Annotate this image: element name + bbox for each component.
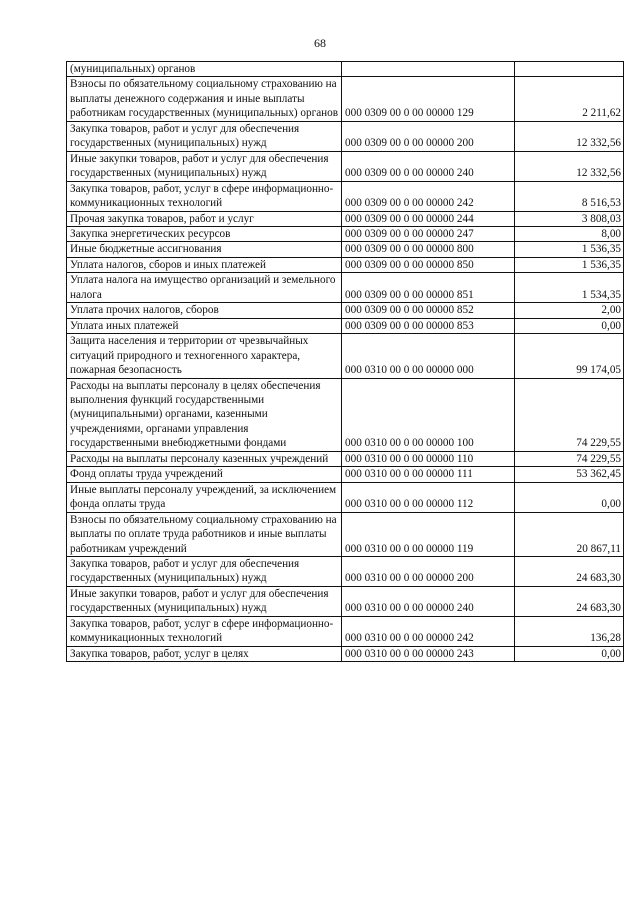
amount-cell: 8 516,53 (515, 181, 624, 211)
expense-description-cell: Уплата налога на имущество организаций и земельного налога (67, 273, 342, 303)
table-row (67, 334, 624, 378)
table-row (67, 556, 624, 586)
table-row (67, 303, 624, 318)
table-row (67, 226, 624, 241)
table-row (67, 121, 624, 151)
expense-description-cell: Уплата налогов, сборов и иных платежей (67, 257, 342, 272)
table-row (67, 482, 624, 512)
expense-description-cell: Уплата прочих налогов, сборов (67, 303, 342, 318)
amount-cell: 136,28 (515, 616, 624, 646)
amount-cell: 53 362,45 (515, 467, 624, 482)
table-row (67, 273, 624, 303)
amount-cell: 1 534,35 (515, 273, 624, 303)
expense-description-cell: Иные выплаты персоналу учреждений, за исключением фонда оплаты труда (67, 482, 342, 512)
table-row (67, 242, 624, 257)
page-number: 68 (314, 36, 326, 50)
budget-code-cell: 000 0309 00 0 00 00000 853 (342, 318, 515, 333)
amount-cell: 74 229,55 (515, 378, 624, 451)
expense-description-cell: Расходы на выплаты персоналу казенных учреждений (67, 451, 342, 466)
budget-table-body (67, 62, 624, 662)
budget-code-cell: 000 0310 00 0 00 00000 240 (342, 586, 515, 616)
expense-description-cell: Иные закупки товаров, работ и услуг для обеспечения государственных (муниципальных) нужд (67, 586, 342, 616)
expense-description-cell: Закупка товаров, работ и услуг для обеспечения государственных (муниципальных) нужд (67, 121, 342, 151)
table-row (67, 378, 624, 451)
table-row (67, 257, 624, 272)
budget-code-cell: 000 0310 00 0 00 00000 119 (342, 512, 515, 556)
table-row (67, 586, 624, 616)
table-row (67, 512, 624, 556)
expense-description-cell: Взносы по обязательному социальному страхованию на выплаты по оплате труда работников и иные выплаты работникам учреждений (67, 512, 342, 556)
budget-code-cell: 000 0309 00 0 00 00000 851 (342, 273, 515, 303)
table-row (67, 181, 624, 211)
budget-code-cell: 000 0310 00 0 00 00000 100 (342, 378, 515, 451)
budget-code-cell: 000 0309 00 0 00 00000 129 (342, 77, 515, 121)
expense-description-cell: Закупка товаров, работ, услуг в целях (67, 646, 342, 661)
budget-code-cell: 000 0310 00 0 00 00000 110 (342, 451, 515, 466)
table-row (67, 211, 624, 226)
expense-description-cell: Закупка товаров, работ, услуг в сфере информационно-коммуникационных технологий (67, 181, 342, 211)
budget-code-cell: 000 0310 00 0 00 00000 112 (342, 482, 515, 512)
expense-description-cell: Иные закупки товаров, работ и услуг для обеспечения государственных (муниципальных) нужд (67, 151, 342, 181)
budget-code-cell: 000 0309 00 0 00 00000 200 (342, 121, 515, 151)
expense-description-cell: Уплата иных платежей (67, 318, 342, 333)
amount-cell: 12 332,56 (515, 121, 624, 151)
amount-cell: 3 808,03 (515, 211, 624, 226)
amount-cell: 1 536,35 (515, 242, 624, 257)
table-row (67, 151, 624, 181)
expense-description-cell: Фонд оплаты труда учреждений (67, 467, 342, 482)
table-row (67, 616, 624, 646)
budget-code-cell: 000 0310 00 0 00 00000 242 (342, 616, 515, 646)
expense-description-cell: Расходы на выплаты персоналу в целях обеспечения выполнения функций государственными (муниципальными) органами, казенными учреждениями, органами управления государственными внебюджетными фондами (67, 378, 342, 451)
amount-cell: 8,00 (515, 226, 624, 241)
amount-cell: 0,00 (515, 482, 624, 512)
expense-description-cell: Закупка энергетических ресурсов (67, 226, 342, 241)
amount-cell: 99 174,05 (515, 334, 624, 378)
budget-code-cell: 000 0309 00 0 00 00000 240 (342, 151, 515, 181)
budget-code-cell (342, 62, 515, 77)
table-row (67, 451, 624, 466)
expense-description-cell: Защита населения и территории от чрезвычайных ситуаций природного и техногенного характера, пожарная безопасность (67, 334, 342, 378)
amount-cell: 24 683,30 (515, 556, 624, 586)
expense-description-cell: Закупка товаров, работ, услуг в сфере информационно-коммуникационных технологий (67, 616, 342, 646)
amount-cell (515, 62, 624, 77)
budget-table (66, 61, 624, 662)
expense-description-cell: (муниципальных) органов (67, 62, 342, 77)
amount-cell: 2,00 (515, 303, 624, 318)
amount-cell: 2 211,62 (515, 77, 624, 121)
expense-description-cell: Закупка товаров, работ и услуг для обеспечения государственных (муниципальных) нужд (67, 556, 342, 586)
amount-cell: 0,00 (515, 646, 624, 661)
amount-cell: 74 229,55 (515, 451, 624, 466)
amount-cell: 24 683,30 (515, 586, 624, 616)
budget-code-cell: 000 0309 00 0 00 00000 247 (342, 226, 515, 241)
budget-code-cell: 000 0309 00 0 00 00000 852 (342, 303, 515, 318)
table-row (67, 62, 624, 77)
amount-cell: 20 867,11 (515, 512, 624, 556)
budget-code-cell: 000 0310 00 0 00 00000 111 (342, 467, 515, 482)
budget-code-cell: 000 0309 00 0 00 00000 242 (342, 181, 515, 211)
expense-description-cell: Взносы по обязательному социальному страхованию на выплаты денежного содержания и иные выплаты работникам государственных (муниципальных) органов (67, 77, 342, 121)
budget-code-cell: 000 0309 00 0 00 00000 800 (342, 242, 515, 257)
budget-code-cell: 000 0310 00 0 00 00000 000 (342, 334, 515, 378)
table-row (67, 318, 624, 333)
expense-description-cell: Прочая закупка товаров, работ и услуг (67, 211, 342, 226)
budget-code-cell: 000 0310 00 0 00 00000 243 (342, 646, 515, 661)
budget-code-cell: 000 0310 00 0 00 00000 200 (342, 556, 515, 586)
amount-cell: 12 332,56 (515, 151, 624, 181)
budget-code-cell: 000 0309 00 0 00 00000 850 (342, 257, 515, 272)
budget-code-cell: 000 0309 00 0 00 00000 244 (342, 211, 515, 226)
expense-description-cell: Иные бюджетные ассигнования (67, 242, 342, 257)
amount-cell: 0,00 (515, 318, 624, 333)
amount-cell: 1 536,35 (515, 257, 624, 272)
table-row (67, 467, 624, 482)
table-row (67, 646, 624, 661)
table-row (67, 77, 624, 121)
